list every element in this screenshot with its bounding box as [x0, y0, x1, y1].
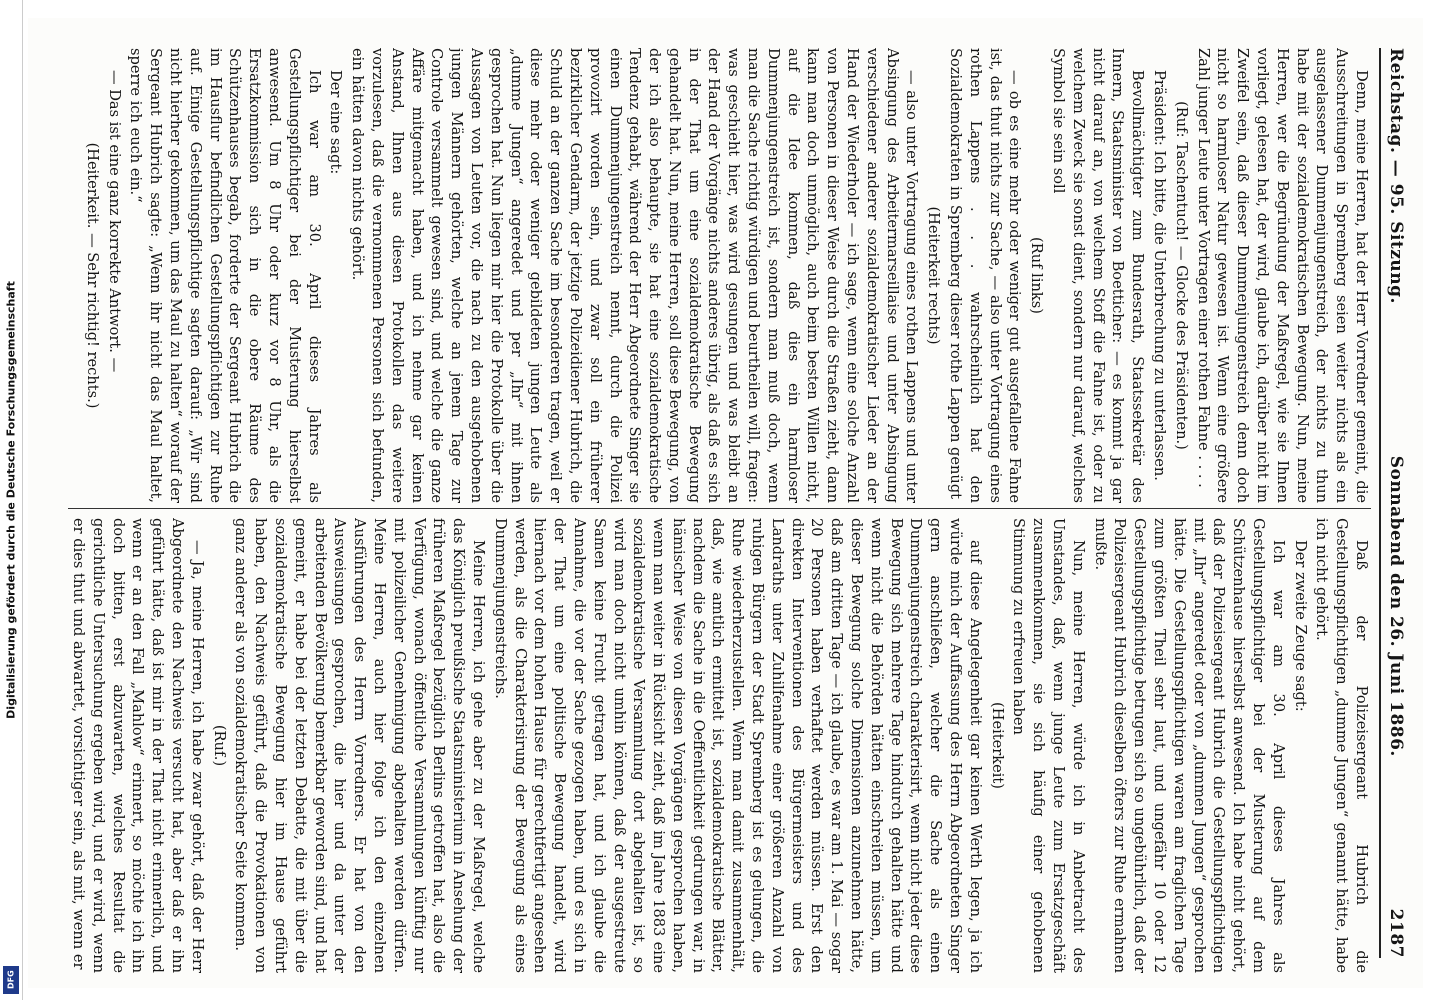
rotated-page-content [28, 18, 1423, 988]
header-date: Sonnabend den 26. Juni 1886. [1386, 455, 1406, 757]
paragraph: Der eine sagt: [327, 70, 345, 175]
column-divider [68, 508, 1371, 509]
paragraph: Der zweite Zeuge sagt: [1291, 540, 1309, 712]
left-column [38, 48, 1371, 503]
paragraph: — Das ist eine ganz korrekte Antwort. — [105, 70, 123, 373]
banner-text: Digitalisierung gefördert durch die Deutsche Forschungsgemeinschaft [4, 281, 18, 719]
stage-direction: (Ruf: Taschentuch! — Glocke des Präsidenten.) [1172, 101, 1190, 450]
paragraph: — Ja, meine Herren, ich habe zwar gehört, daß der Herr Abgeordnete den Nachweis versucht hat, aber daß er ihn geführt hätte, daß ist mir in der That nicht erinnerlich, und wenn er an den Fall „Mahlow“ erinnert, so möchte ich ihn doch bitten, erst abzuwarten, welches Resultat die gerichtliche Untersuchung ergeben wird, und er wird, wenn er dies thut und abwartet, vorsichtiger sein, als mit, wenn er [70, 518, 206, 973]
dfg-logo: DFG [3, 966, 19, 994]
page-header [1379, 48, 1411, 958]
paragraph: Ich war am 30. April dieses Jahres als Gestellungspflichtiger bei der Musterung hierselbst anwesend. Um 8 Uhr oder kurz vor 8 Uhr, als die Ersatzkommission sich in die obere Räume des Schützenhauses begab, forderte der Sergeant Hubrich die im Hausflur befindlichen Gestellungspflichtigen zur Ruhe auf. Einige Gestellungspflichtige sagten darauf: „Wir sind nicht hierher gekommen, um das Maul zu halten“ worauf der Sergeant Hubrich sagte: „Wenn ihr nicht das Maul haltet, sperre ich euch ein.“ [127, 48, 323, 503]
paragraph: Denn, meine Herren, hat der Herr Vorredner gemeint, die Ausschreitungen in Spremberg seien weiter nichts als ein ausgelassener Dummenjungenstreich, der nichts zu thun habe mit der sozialdemokratischen Bewegung. Nun, meine Herren, wer die Begründung der Maßregel, wie sie Ihnen vorliegt, gelesen hat, der wird, glaube ich, darüber nicht im Zweifel sein, daß dieser Dummenjungenstreich denn doch nicht so harmloser Natur gewesen ist. Wenn eine größere Zahl junger Leute unter Vortragen einer rothen Fahne . . . . [1194, 48, 1370, 503]
paragraph: — also unter Vortragung eines rothen Lappens und unter Absingung des Arbeitermarseillaise und unter Absingung verschiedener anderer sozialdemokratischer Lieder an der Hand der Wiederholer — ich sage, wenn eine solche Anzahl von Personen in dieser Weise durch die Straßen zieht, dann kann man doch unmöglich, auch beim besten Willen nicht, auf die Idee kommen, daß dies ein harmloser Dummenjungenstreich ist, sondern man muß doch, wenn man die Sache richtig würdigen und beurtheilen will, fragen: was geschieht hier, was wird gesungen und was bleibt an der Hand der Vorgänge nichts anderes übrig, als daß es sich in der That um eine sozialdemokratische Bewegung gehandelt hat. Nun, meine Herren, soll diese Bewegung, von der ich also behaupte, sie hat eine sozialdemokratische Tendenz gehabt, während der Herr Abgeordnete Singer sie einen Dummenjungenstreich nennt, durch die Polizei provozirt worden sein, und zwar soll ein früherer bezirklicher Gendarm, der jetzige Polizeidiener Hubrich, die Schuld an der ganzen Sache im besonderen tragen, weil er diese mehr oder weniger gebildeten jungen Leute als „dumme Jungen“ angeredet und per „Ihr“ mit ihnen gesprochen hat. Nun liegen mir hier die Protokolle über die Aussagen von Leuten vor, die nach zu den ausgehobenen jungen Männern gehörten, welche an jenem Tage zur Controle versammelt gewesen sind, und welche die ganze Affäre mitgemacht haben, und ich nehme gar keinen Anstand, Ihnen aus diesen Protokollen das weitere vorzulesen, daß die vernommenen Personen sich befunden, ein hätten davon nichts gehört. [349, 48, 921, 503]
digitization-banner [0, 0, 23, 1000]
stage-direction: (Heiterkeit rechts) [925, 206, 943, 345]
paragraph: Nun, meine Herren, würde ich in Anbetracht des Umstandes, daß, wenn junge Leute zum Ersatzgeschäft zusammenkommen, sie sich häufig einer gehobenen Stimmung zu erfreuen haben [1010, 518, 1087, 973]
paragraph: Daß der Polizeisergeant Hubrich die Gestellungspflichtigen „dumme Jungen“ genannt hätte, habe ich nicht gehört. [1313, 518, 1370, 973]
header-left: Reichstag. — 95. Sitzung. [1386, 48, 1406, 304]
page-number: 2187 [1386, 908, 1406, 958]
paragraph: auf diese Angelegenheit gar keinen Werth legen, ja ich würde mich der Auffassung des Herrn Abgeordneten Singer gern anschließen, welcher die Sache als einen Dummenjungenstreich charakterisirt, wenn nicht jeder diese Bewegung sich mehrere Tage hindurch gehalten hätte und wenn nicht die Behörden hätten einschreiten müssen, um dieser Bewegung solche Dimensionen anzunehmen hätte, daß am dritten Tage — ich glaube, es war am 1. Mai — sogar 20 Personen haben verhaftet werden müssen. Erst den direkten Interventionen des Bürgermeisters und des Landraths unter Zuhilfenahme einer größeren Anzahl von ruhigen Bürgern der Stadt Spremberg ist es gelungen, die Ruhe wiederherzustellen. Wenn man damit zusammenhält, daß, wie amtlich ermittelt ist, sozialdemokratische Blätter, nachdem die Sache in die Oeffentlichkeit gedrungen war, in hämischer Weise von diesen Vorgängen gesprochen haben, wenn man weiter in Rücksicht zieht, daß im Jahre 1883 eine sozialdemokratische Versammlung dort abgehalten ist, so wird man doch nicht umhin können, daß der ausgestreute Samen keine Frucht getragen hat, und ich glaube die Annahme, die vor der Sache gezogen haben, und es sich in der That um eine politische Bewegung handelt, wird hiernach vor dem hohen Hause für gerechtfertigt angesehen werden, als die Charakterisirung der Bewegung als eines Dummenjungenstreichs. [491, 518, 984, 973]
paragraph: Bevollmächtigter zum Bundesrath, Staatssekretär des Innern, Staatsminister von Boetticher: — es kommt ja gar nicht darauf an, von welchem Stoff die Fahne ist, oder zu welchem Zweck sie sonst dient, sondern nur darauf, welches Symbol sie sein soll [1050, 48, 1147, 503]
paragraph: Ich war am 30. April dieses Jahres als Gestellungspflichtiger bei der Musterung auf dem Schützenhause hierselbst anwesend. Ich habe nicht gehört, daß der Polizeisergeant Hubrich die Gestellungspflichtigen mit „Ihr“ angeredet oder von „dummen Jungen“ gesprochen hätte. Die Gestellungspflichtigen waren am fraglichen Tage zum größten Theil sehr laut, und ungefähr 10 oder 12 Gestellungspflichtige betrugen sich so ungebührlich, daß der Polizeisergeant Hubrich dieselben öfters zur Ruhe ermahnen mußte. [1091, 518, 1287, 973]
stage-direction: (Heiterkeit. — Sehr richtig! rechts.) [83, 142, 101, 409]
stage-direction: (Heiterkeit) [988, 702, 1006, 789]
stage-direction: (Ruf links) [1028, 237, 1046, 314]
right-column [38, 518, 1371, 973]
paragraph: Präsident: Ich bitte, die Unterbrechung zu unterlassen. [1151, 70, 1169, 481]
paragraph: Meine Herren, ich gehe aber zu der Maßregel, welche das Königlich preußische Staatsministerium in Ansehung der früheren Maßregel bezüglich Berlins getroffen hat, also die Verfügung, wonach öffentliche Versammlungen künftig nur mit polizeilicher Genehmigung abgehalten werden dürfen. Meine Herren, auch hier folge ich den einzelnen Ausführungen des Herrn Vorredners. Er hat von den Ausweisungen gesprochen, die hier und da unter der arbeitenden Bevölkerung bemerkbar geworden sind, und hat gemeint, er habe bei der letzten Debatte, die mit über die sozialdemokratische Bewegung hier im Hause geführt haben, den Nachweis geführt, daß die Provokationen von ganz anderer als von sozialdemokratischer Seite kommen. [232, 518, 487, 973]
stage-direction: (Ruf.) [210, 724, 228, 767]
paragraph: — ob es eine mehr oder weniger gut ausgefallene Fahne ist, das thut nichts zur Sache, — also unter Vortragung eines rothen Lappens . . . wahrscheinlich hat den Sozialdemokraten in Spremberg dieser rothe Lappen genügt [947, 48, 1024, 503]
scanned-page [28, 18, 1423, 988]
